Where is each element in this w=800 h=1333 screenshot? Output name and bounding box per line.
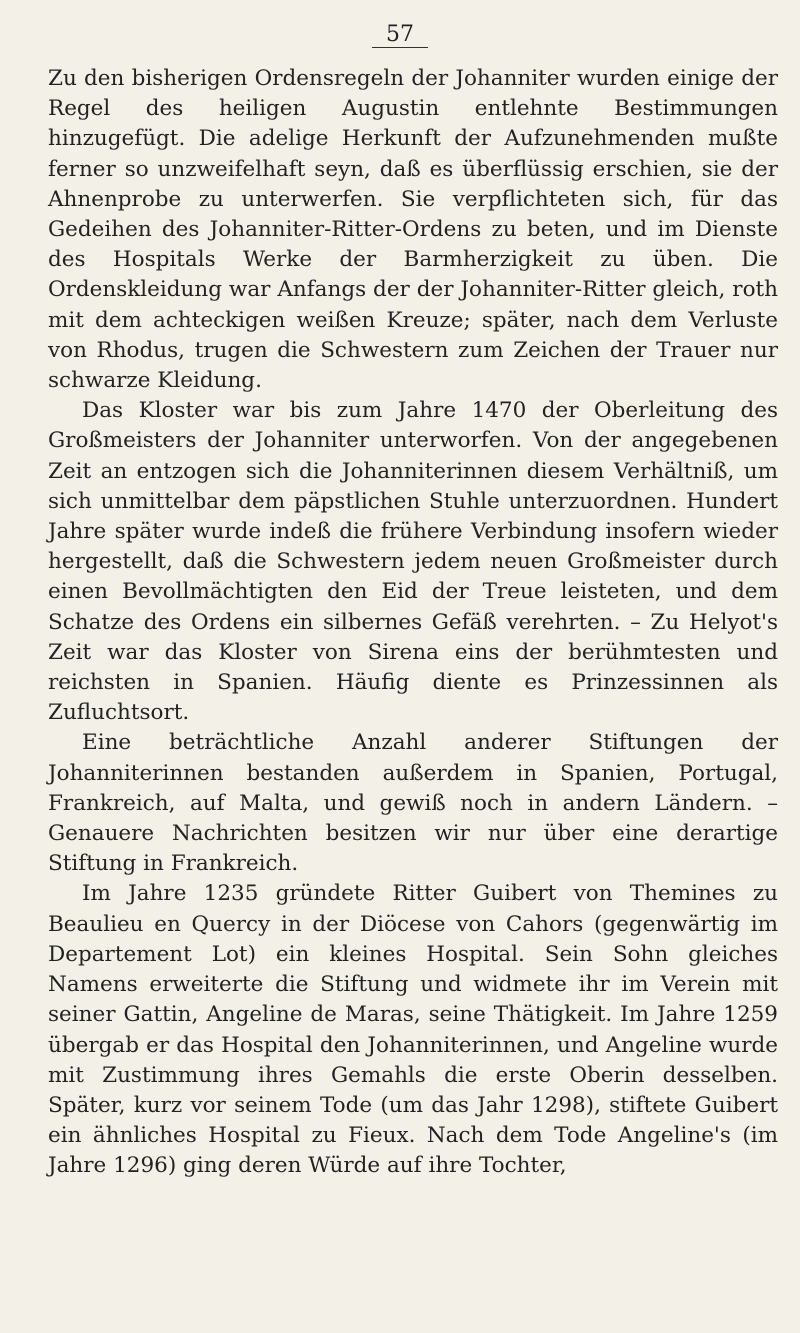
paragraph: Eine beträchtliche Anzahl anderer Stiftungen der Johanniterinnen bestanden außerdem in Spanien, Portugal, Frankreich, auf Malta, und gewiß noch in andern Ländern. – Genauere Nachrichten besitzen wir nur über eine derartige Stiftung in Frankreich.: [48, 730, 778, 877]
page-number: [0, 22, 800, 47]
paragraph: Zu den bisherigen Ordensregeln der Johanniter wurden einige der Regel des heiligen Augustin entlehnte Bestimmungen hinzugefügt. Die adelige Herkunft der Aufzunehmenden mußte ferner so unzweifelhaft seyn, daß es überflüssig erschien, sie der Ahnenprobe zu unterwerfen. Sie verpflichteten sich, für das Gedeihen des Johanniter-Ritter-Ordens zu beten, und im Dienste des Hospitals Werke der Barmherzigkeit zu üben. Die Ordenskleidung war Anfangs der der Johanniter-Ritter gleich, roth mit dem achteckigen weißen Kreuze; später, nach dem Verluste von Rhodus, trugen die Schwestern zum Zeichen der Trauer nur schwarze Kleidung.: [48, 66, 778, 394]
page-number-text: 57: [372, 22, 428, 48]
body-text: [48, 64, 778, 1182]
paragraph: Das Kloster war bis zum Jahre 1470 der Oberleitung des Großmeisters der Johanniter unterworfen. Von der angegebenen Zeit an entzogen sich die Johanniterinnen diesem Verhältniß, um sich unmittelbar dem päpstlichen Stuhle unterzuordnen. Hundert Jahre später wurde indeß die frühere Verbindung insofern wieder hergestellt, daß die Schwestern jedem neuen Großmeister durch einen Bevollmächtigten den Eid der Treue leisteten, und dem Schatze des Ordens ein silbernes Gefäß verehrten. – Zu Helyot's Zeit war das Kloster von Sirena eins der berühmtesten und reichsten in Spanien. Häufig diente es Prinzessinnen als Zufluchtsort.: [48, 398, 778, 726]
paragraph: Im Jahre 1235 gründete Ritter Guibert von Themines zu Beaulieu en Quercy in der Diöcese von Cahors (gegenwärtig im Departement Lot) ein kleines Hospital. Sein Sohn gleiches Namens erweiterte die Stiftung und widmete ihr im Verein mit seiner Gattin, Angeline de Maras, seine Thätigkeit. Im Jahre 1259 übergab er das Hospital den Johanniterinnen, und Angeline wurde mit Zustimmung ihres Gemahls die erste Oberin desselben. Später, kurz vor seinem Tode (um das Jahr 1298), stiftete Guibert ein ähnliches Hospital zu Fieux. Nach dem Tode Angeline's (im Jahre 1296) ging deren Würde auf ihre Tochter,: [48, 881, 778, 1179]
